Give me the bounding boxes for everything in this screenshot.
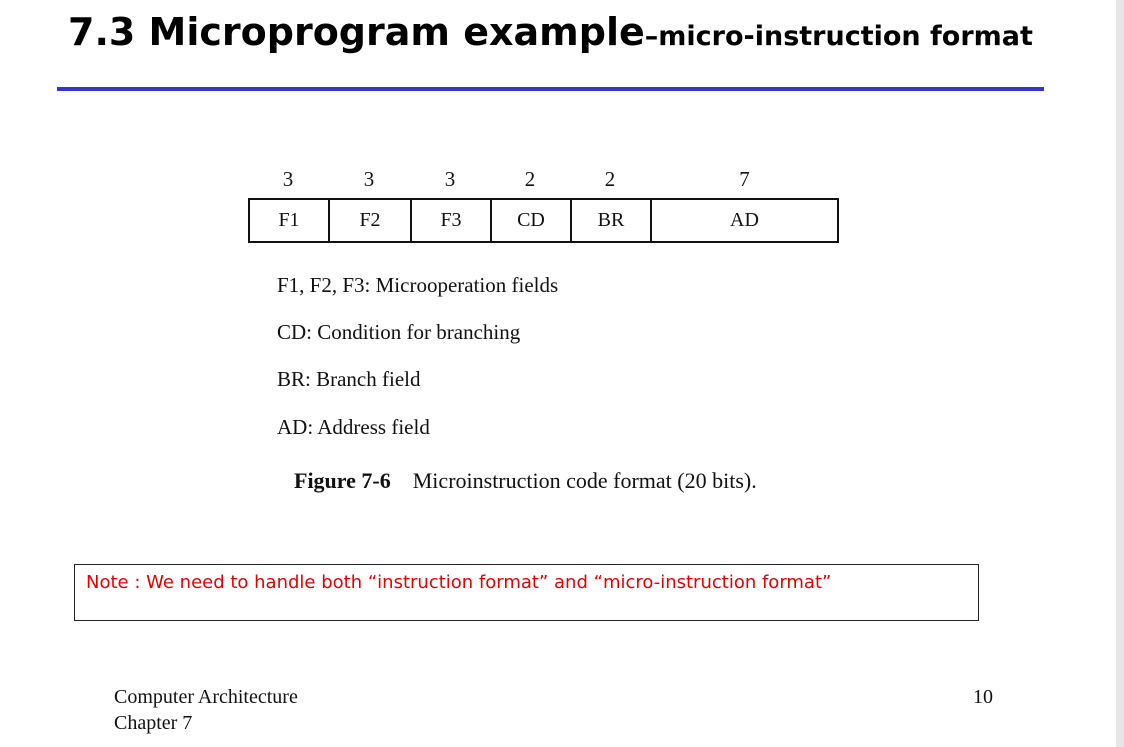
footer-chapter: Chapter 7 [114,712,193,734]
field-f1: F1 [250,200,330,241]
page-number: 10 [973,686,993,708]
slide-title-sub: –micro-instruction format [644,21,1033,52]
bit-width-br: 2 [604,167,616,191]
field-br: BR [572,200,652,241]
bit-width-cd: 2 [524,167,536,191]
field-f3: F3 [412,200,492,241]
field-f2: F2 [330,200,412,241]
note-text: Note : We need to handle both “instruction format” and “micro-instruction format” [86,572,832,593]
description-address-field: AD: Address field [277,415,430,439]
bit-width-f2: 3 [363,167,375,191]
figure-caption [294,468,757,494]
description-condition-branching: CD: Condition for branching [277,320,521,344]
title-underline [57,87,1044,91]
field-ad: AD [730,209,759,231]
slide-title [68,10,1033,54]
figure-caption-label: Figure 7-6 [294,468,391,493]
bit-width-f3: 3 [444,167,456,191]
footer-course: Computer Architecture [114,686,298,708]
microinstruction-format-table [248,198,839,243]
note-box [74,564,979,621]
slide-title-main: 7.3 Microprogram example [68,10,645,54]
bit-width-row [248,167,839,193]
field-cd: CD [492,200,572,241]
scrollbar-track[interactable] [1116,0,1124,747]
bit-width-f1: 3 [282,167,294,191]
bit-width-ad: 7 [739,167,750,191]
description-microoperation-fields: F1, F2, F3: Microoperation fields [277,273,559,297]
figure-caption-text: Microinstruction code format (20 bits). [412,468,757,493]
description-branch-field: BR: Branch field [277,367,421,391]
